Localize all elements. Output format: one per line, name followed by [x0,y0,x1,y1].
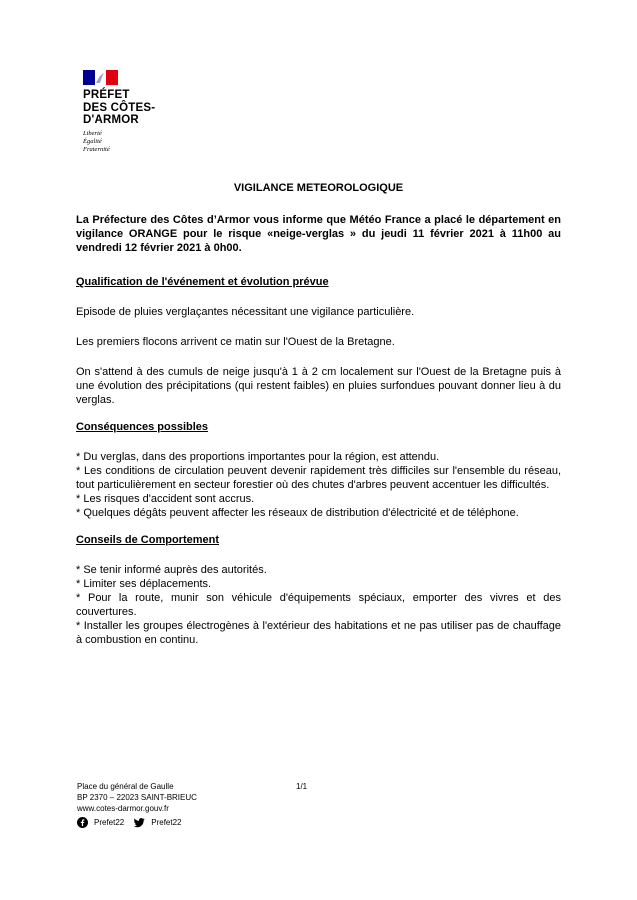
motto [83,130,203,154]
motto-line: Égalité [83,137,102,145]
motto-line: Fraternité [83,145,110,153]
intro-paragraph: La Préfecture des Côtes d’Armor vous informe que Météo France a placé le département en vigilance ORANGE pour le risque «neige-verglas » du jeudi 11 février 2021 à 11h00 au vendredi 12 février 2021 à 0h00. [76,214,561,254]
section-heading-conseils: Conseils de Comportement [76,534,220,546]
logo-line: D'ARMOR [83,114,139,126]
footer [77,781,477,828]
paragraph: Episode de pluies verglaçantes nécessitant une vigilance particulière. [76,306,415,318]
list-item: * Les risques d'accident sont accrus. [76,493,255,505]
list-item: * Du verglas, dans des proportions importantes pour la région, est attendu. [76,451,440,463]
list-item: * Quelques dégâts peuvent affecter les réseaux de distribution d'électricité et de téléphone. [76,507,519,519]
logo-line: PRÉFET [83,89,130,101]
section-heading-qualification: Qualification de l'événement et évolution prévue [76,276,329,288]
document-body [76,181,561,647]
social-links [77,817,477,828]
footer-address: BP 2370 – 22023 SAINT-BRIEUC [77,793,197,802]
list-item: * Limiter ses déplacements. [76,578,212,590]
list-item: * Les conditions de circulation peuvent devenir rapidement très difficiles sur l'ensemble du réseau, tout particulièrement en secteur forestier où des chutes d'arbres peuvent accentuer les difficultés. [76,465,561,491]
list-item: * Se tenir informé auprès des autorités. [76,564,267,576]
logo-name [83,89,203,127]
list-item: * Installer les groupes électrogènes à l'extérieur des habitations et ne pas utiliser pas de chauffage à combustion en continu. [76,620,561,646]
section-heading-consequences: Conséquences possibles [76,421,209,433]
document-title: VIGILANCE METEOROLOGIQUE [233,182,404,194]
marianne-flag-icon [83,70,118,85]
footer-website[interactable]: www.cotes-darmor.gouv.fr [77,804,169,813]
list-item: * Pour la route, munir son véhicule d'équipements spéciaux, emporter des vivres et des couvertures. [76,592,561,618]
motto-line: Liberté [83,129,102,137]
twitter-handle[interactable]: Prefet22 [151,818,182,827]
paragraph: On s'attend à des cumuls de neige jusqu'à 1 à 2 cm localement sur l'Ouest de la Bretagne puis à une évolution des précipitations (qui restent faibles) en pluies surfondues pouvant donner lieu à du verglas. [76,366,561,406]
twitter-icon[interactable] [134,817,145,828]
logo-line: DES CÔTES- [83,101,156,114]
footer-address: Place du général de Gaulle [77,782,174,791]
facebook-icon[interactable] [77,817,88,828]
paragraph: Les premiers flocons arrivent ce matin sur l'Ouest de la Bretagne. [76,336,395,348]
prefecture-logo [83,70,203,154]
page-number: 1/1 [296,782,308,791]
facebook-handle[interactable]: Prefet22 [94,818,125,827]
